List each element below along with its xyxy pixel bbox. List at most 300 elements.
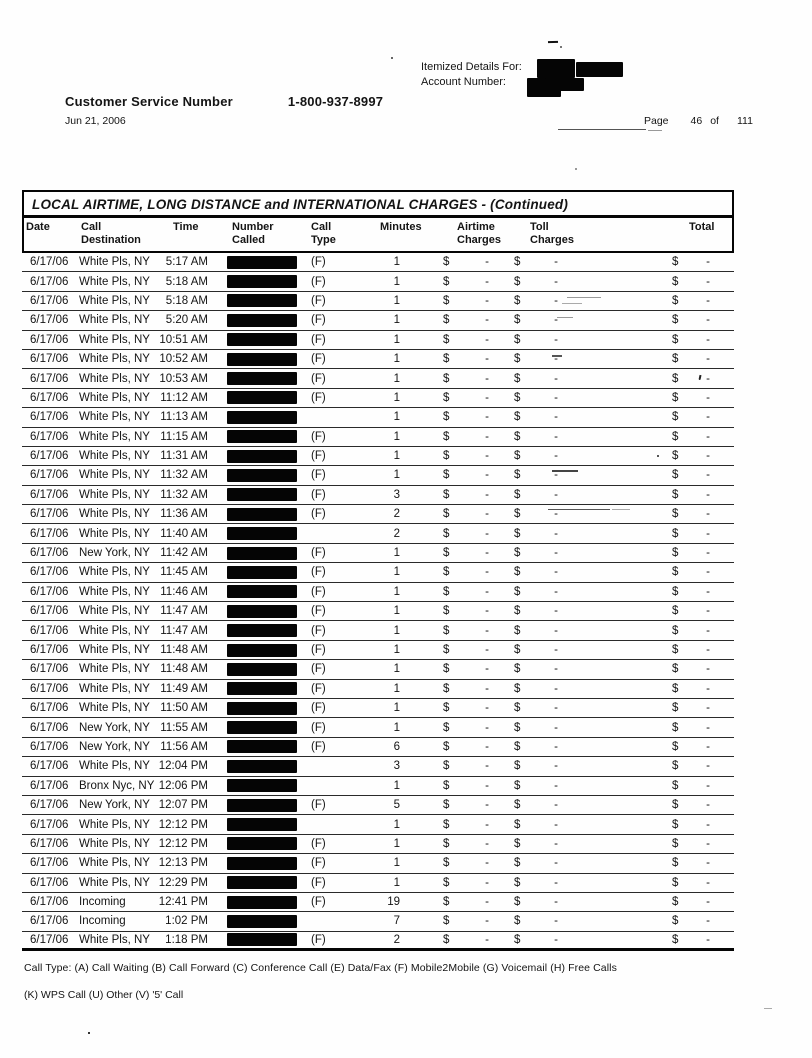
empty-amount-dash: - bbox=[485, 779, 489, 792]
table-title: LOCAL AIRTIME, LONG DISTANCE and INTERNATIONAL CHARGES - (Continued) bbox=[24, 192, 732, 218]
call-record-row bbox=[22, 718, 734, 737]
call-record-row bbox=[22, 621, 734, 640]
cell-call-type: (F) bbox=[311, 333, 326, 346]
cell-call-type: (F) bbox=[311, 508, 326, 521]
currency-symbol: $ bbox=[443, 933, 450, 946]
cell-date: 6/17/06 bbox=[30, 508, 69, 521]
cell-toll-charges bbox=[497, 760, 570, 772]
cell-number-called bbox=[210, 469, 305, 482]
cell-number-called bbox=[210, 721, 305, 734]
cell-airtime-charges bbox=[400, 528, 497, 540]
cell-time: 11:36 AM bbox=[160, 508, 208, 521]
call-record-row bbox=[22, 641, 734, 660]
currency-symbol: $ bbox=[443, 896, 450, 909]
empty-amount-dash: - bbox=[485, 275, 489, 288]
cell-time: 10:51 AM bbox=[159, 333, 208, 346]
cell-number-called bbox=[210, 430, 305, 443]
col-header-call-destination: Call Destination bbox=[81, 221, 141, 246]
cell-call-destination: White Pls, NY bbox=[79, 663, 150, 676]
cell-number-called bbox=[210, 644, 305, 657]
redacted-customer-name-2 bbox=[576, 62, 623, 77]
empty-amount-dash: - bbox=[554, 469, 558, 482]
redacted-number-called bbox=[227, 430, 297, 443]
cell-time: 12:12 PM bbox=[158, 818, 208, 831]
cell-time: 11:31 AM bbox=[160, 450, 208, 463]
scan-artifact bbox=[558, 129, 646, 130]
redacted-number-called bbox=[227, 294, 297, 307]
cell-toll-charges bbox=[497, 586, 570, 598]
call-record-row bbox=[22, 602, 734, 621]
cell-airtime-charges bbox=[400, 877, 497, 889]
cell-number-called bbox=[210, 275, 305, 288]
redacted-number-called bbox=[227, 547, 297, 560]
currency-symbol: $ bbox=[672, 682, 679, 695]
empty-amount-dash: - bbox=[485, 837, 489, 850]
currency-symbol: $ bbox=[514, 430, 521, 443]
cell-time: 11:50 AM bbox=[160, 702, 208, 715]
cell-call-type: (F) bbox=[311, 644, 326, 656]
cell-date: 6/17/06 bbox=[30, 294, 69, 307]
call-record-row bbox=[22, 835, 734, 854]
cell-toll-charges bbox=[497, 857, 570, 869]
cell-minutes: 1 bbox=[393, 779, 400, 792]
empty-amount-dash: - bbox=[485, 857, 489, 870]
cell-date: 6/17/06 bbox=[30, 624, 69, 637]
cell-call-destination: White Pls, NY bbox=[79, 275, 150, 288]
col-header-toll-charges: Toll Charges bbox=[530, 221, 575, 246]
empty-amount-dash: - bbox=[554, 605, 558, 618]
cell-minutes: 3 bbox=[393, 760, 400, 773]
empty-amount-dash: - bbox=[706, 469, 710, 482]
empty-amount-dash: - bbox=[554, 256, 558, 269]
call-record-row bbox=[22, 932, 734, 951]
currency-symbol: $ bbox=[514, 508, 521, 521]
empty-amount-dash: - bbox=[485, 702, 489, 715]
redacted-number-called bbox=[227, 779, 297, 792]
cell-total bbox=[570, 934, 734, 946]
currency-symbol: $ bbox=[672, 760, 679, 773]
currency-symbol: $ bbox=[443, 450, 450, 463]
cell-call-destination: Incoming bbox=[79, 896, 126, 909]
call-record-row bbox=[22, 253, 734, 272]
cell-number-called bbox=[210, 933, 305, 946]
cell-number-called bbox=[210, 799, 305, 812]
cell-toll-charges bbox=[497, 934, 570, 946]
cell-total bbox=[570, 683, 734, 695]
cell-total bbox=[570, 877, 734, 889]
call-record-row bbox=[22, 292, 734, 311]
cell-call-destination: White Pls, NY bbox=[79, 644, 150, 656]
empty-amount-dash: - bbox=[485, 663, 489, 676]
cell-date: 6/17/06 bbox=[30, 818, 69, 831]
cell-call-type: (F) bbox=[311, 605, 326, 618]
currency-symbol: $ bbox=[514, 663, 521, 676]
cell-total bbox=[570, 625, 734, 637]
cell-number-called bbox=[210, 663, 305, 676]
cell-call-destination: Bronx Nyc, NY bbox=[79, 779, 155, 792]
redacted-number-called bbox=[227, 721, 297, 734]
cell-airtime-charges bbox=[400, 411, 497, 423]
empty-amount-dash: - bbox=[485, 644, 489, 656]
redacted-number-called bbox=[227, 857, 297, 870]
empty-amount-dash: - bbox=[485, 430, 489, 443]
cell-minutes: 1 bbox=[393, 663, 400, 676]
currency-symbol: $ bbox=[672, 450, 679, 463]
empty-amount-dash: - bbox=[706, 933, 710, 946]
cell-time: 5:18 AM bbox=[165, 275, 208, 288]
currency-symbol: $ bbox=[514, 682, 521, 695]
call-record-row bbox=[22, 874, 734, 893]
cell-call-destination: New York, NY bbox=[79, 547, 150, 560]
cell-number-called bbox=[210, 605, 305, 618]
call-record-row bbox=[22, 796, 734, 815]
cell-call-type: (F) bbox=[311, 256, 326, 269]
cell-minutes: 1 bbox=[393, 391, 400, 404]
currency-symbol: $ bbox=[672, 488, 679, 501]
cell-number-called bbox=[210, 702, 305, 715]
cell-minutes: 1 bbox=[393, 624, 400, 637]
cell-airtime-charges bbox=[400, 469, 497, 481]
call-type-legend-line1: Call Type: (A) Call Waiting (B) Call Forward (C) Conference Call (E) Data/Fax (F) Mobile2Mobile (G) Voicemail (H) Free Calls bbox=[24, 962, 617, 974]
empty-amount-dash: - bbox=[485, 585, 489, 598]
cell-call-destination: White Pls, NY bbox=[79, 294, 150, 307]
currency-symbol: $ bbox=[443, 876, 450, 889]
currency-symbol: $ bbox=[443, 624, 450, 637]
scan-artifact bbox=[88, 1032, 90, 1034]
cell-airtime-charges bbox=[400, 741, 497, 753]
cell-date: 6/17/06 bbox=[30, 663, 69, 676]
cell-minutes: 6 bbox=[393, 740, 400, 753]
itemized-details-label: Itemized Details For: bbox=[421, 61, 522, 73]
cell-total bbox=[570, 295, 734, 307]
cell-call-type: (F) bbox=[311, 566, 326, 579]
empty-amount-dash: - bbox=[554, 644, 558, 656]
cell-time: 11:55 AM bbox=[160, 721, 208, 734]
empty-amount-dash: - bbox=[706, 818, 710, 831]
empty-amount-dash: - bbox=[554, 566, 558, 579]
cell-call-type: (F) bbox=[311, 314, 326, 327]
cell-number-called bbox=[210, 488, 305, 501]
empty-amount-dash: - bbox=[706, 624, 710, 637]
cell-date: 6/17/06 bbox=[30, 391, 69, 404]
cell-call-type: (F) bbox=[311, 353, 326, 366]
empty-amount-dash: - bbox=[554, 547, 558, 560]
currency-symbol: $ bbox=[514, 547, 521, 560]
cell-airtime-charges bbox=[400, 702, 497, 714]
redacted-number-called bbox=[227, 837, 297, 850]
currency-symbol: $ bbox=[443, 256, 450, 269]
cell-toll-charges bbox=[497, 799, 570, 811]
empty-amount-dash: - bbox=[485, 372, 489, 385]
currency-symbol: $ bbox=[672, 857, 679, 870]
currency-symbol: $ bbox=[672, 430, 679, 443]
currency-symbol: $ bbox=[672, 779, 679, 792]
empty-amount-dash: - bbox=[706, 372, 710, 385]
currency-symbol: $ bbox=[672, 333, 679, 346]
currency-symbol: $ bbox=[443, 566, 450, 579]
empty-amount-dash: - bbox=[706, 450, 710, 463]
empty-amount-dash: - bbox=[554, 624, 558, 637]
call-record-row bbox=[22, 854, 734, 873]
cell-number-called bbox=[210, 391, 305, 404]
call-record-row bbox=[22, 680, 734, 699]
currency-symbol: $ bbox=[672, 721, 679, 734]
redacted-number-called bbox=[227, 450, 297, 463]
cell-total bbox=[570, 780, 734, 792]
cell-call-type: (F) bbox=[311, 450, 326, 463]
empty-amount-dash: - bbox=[706, 760, 710, 773]
page-of-label: of bbox=[710, 115, 719, 127]
cell-call-destination: White Pls, NY bbox=[79, 682, 150, 695]
currency-symbol: $ bbox=[514, 275, 521, 288]
cell-toll-charges bbox=[497, 276, 570, 288]
empty-amount-dash: - bbox=[554, 702, 558, 715]
cell-minutes: 19 bbox=[387, 896, 400, 909]
empty-amount-dash: - bbox=[706, 605, 710, 618]
redacted-number-called bbox=[227, 740, 297, 753]
cell-date: 6/17/06 bbox=[30, 333, 69, 346]
empty-amount-dash: - bbox=[706, 333, 710, 346]
cell-date: 6/17/06 bbox=[30, 450, 69, 463]
cell-time: 11:32 AM bbox=[160, 488, 208, 501]
cell-airtime-charges bbox=[400, 722, 497, 734]
cell-call-type: (F) bbox=[311, 430, 326, 443]
cell-airtime-charges bbox=[400, 586, 497, 598]
cell-toll-charges bbox=[497, 663, 570, 675]
cell-total bbox=[570, 547, 734, 559]
empty-amount-dash: - bbox=[554, 585, 558, 598]
empty-amount-dash: - bbox=[485, 721, 489, 734]
redacted-number-called bbox=[227, 314, 297, 327]
empty-amount-dash: - bbox=[485, 256, 489, 269]
itemized-details-block bbox=[421, 60, 522, 90]
cell-total bbox=[570, 566, 734, 578]
currency-symbol: $ bbox=[514, 469, 521, 482]
cell-toll-charges bbox=[497, 741, 570, 753]
call-record-row bbox=[22, 389, 734, 408]
cell-airtime-charges bbox=[400, 295, 497, 307]
redacted-number-called bbox=[227, 353, 297, 366]
redacted-number-called bbox=[227, 411, 297, 424]
cell-total bbox=[570, 663, 734, 675]
currency-symbol: $ bbox=[514, 702, 521, 715]
redacted-number-called bbox=[227, 702, 297, 715]
call-record-row bbox=[22, 350, 734, 369]
cell-date: 6/17/06 bbox=[30, 721, 69, 734]
cell-total bbox=[570, 392, 734, 404]
scan-artifact bbox=[560, 46, 562, 48]
cell-time: 11:13 AM bbox=[160, 411, 208, 424]
currency-symbol: $ bbox=[672, 508, 679, 521]
empty-amount-dash: - bbox=[706, 391, 710, 404]
cell-time: 11:49 AM bbox=[160, 682, 208, 695]
currency-symbol: $ bbox=[672, 605, 679, 618]
currency-symbol: $ bbox=[443, 547, 450, 560]
cell-total bbox=[570, 857, 734, 869]
cell-date: 6/17/06 bbox=[30, 799, 69, 812]
call-record-row bbox=[22, 331, 734, 350]
cell-time: 11:47 AM bbox=[160, 605, 208, 618]
cell-call-destination: White Pls, NY bbox=[79, 508, 150, 521]
cell-toll-charges bbox=[497, 819, 570, 831]
empty-amount-dash: - bbox=[554, 760, 558, 773]
cell-call-type: (F) bbox=[311, 585, 326, 598]
cell-airtime-charges bbox=[400, 566, 497, 578]
cell-total bbox=[570, 489, 734, 501]
cell-number-called bbox=[210, 896, 305, 909]
currency-symbol: $ bbox=[672, 915, 679, 928]
cell-time: 11:45 AM bbox=[160, 566, 208, 579]
cell-call-destination: White Pls, NY bbox=[79, 333, 150, 346]
cell-minutes: 1 bbox=[393, 372, 400, 385]
cell-airtime-charges bbox=[400, 663, 497, 675]
cell-date: 6/17/06 bbox=[30, 256, 69, 269]
cell-call-type: (F) bbox=[311, 876, 326, 889]
redacted-number-called bbox=[227, 469, 297, 482]
currency-symbol: $ bbox=[514, 799, 521, 812]
cell-time: 11:46 AM bbox=[160, 585, 208, 598]
cell-total bbox=[570, 256, 734, 268]
empty-amount-dash: - bbox=[485, 547, 489, 560]
call-record-row bbox=[22, 408, 734, 427]
cell-number-called bbox=[210, 682, 305, 695]
scan-artifact bbox=[648, 130, 662, 131]
empty-amount-dash: - bbox=[706, 915, 710, 928]
empty-amount-dash: - bbox=[554, 391, 558, 404]
table-body bbox=[22, 253, 734, 951]
cell-call-destination: White Pls, NY bbox=[79, 314, 150, 327]
currency-symbol: $ bbox=[672, 353, 679, 366]
redacted-number-called bbox=[227, 896, 297, 909]
cell-time: 12:06 PM bbox=[158, 779, 208, 792]
call-record-row bbox=[22, 544, 734, 563]
empty-amount-dash: - bbox=[554, 721, 558, 734]
currency-symbol: $ bbox=[443, 605, 450, 618]
cell-time: 12:41 PM bbox=[158, 896, 208, 909]
cell-date: 6/17/06 bbox=[30, 876, 69, 889]
cell-airtime-charges bbox=[400, 508, 497, 520]
currency-symbol: $ bbox=[672, 896, 679, 909]
call-record-row bbox=[22, 699, 734, 718]
cell-minutes: 1 bbox=[393, 818, 400, 831]
call-type-legend-line2: (K) WPS Call (U) Other (V) '5' Call bbox=[24, 989, 184, 1001]
cell-total bbox=[570, 353, 734, 365]
cell-call-destination: White Pls, NY bbox=[79, 837, 150, 850]
cell-total bbox=[570, 915, 734, 927]
cell-call-destination: White Pls, NY bbox=[79, 391, 150, 404]
cell-airtime-charges bbox=[400, 353, 497, 365]
currency-symbol: $ bbox=[672, 876, 679, 889]
empty-amount-dash: - bbox=[485, 508, 489, 521]
cell-total bbox=[570, 644, 734, 656]
cell-time: 11:32 AM bbox=[160, 469, 208, 482]
cell-call-type: (F) bbox=[311, 721, 326, 734]
cell-total bbox=[570, 450, 734, 462]
empty-amount-dash: - bbox=[485, 450, 489, 463]
redacted-account-number-2 bbox=[545, 78, 584, 91]
empty-amount-dash: - bbox=[706, 508, 710, 521]
cell-time: 11:56 AM bbox=[160, 740, 208, 753]
empty-amount-dash: - bbox=[485, 740, 489, 753]
cell-call-type: (F) bbox=[311, 799, 326, 812]
cell-airtime-charges bbox=[400, 934, 497, 946]
cell-call-type: (F) bbox=[311, 682, 326, 695]
cell-number-called bbox=[210, 857, 305, 870]
cell-date: 6/17/06 bbox=[30, 933, 69, 946]
currency-symbol: $ bbox=[514, 314, 521, 327]
cell-date: 6/17/06 bbox=[30, 314, 69, 327]
cell-toll-charges bbox=[497, 644, 570, 656]
cell-toll-charges bbox=[497, 780, 570, 792]
cell-toll-charges bbox=[497, 702, 570, 714]
cell-call-type: (F) bbox=[311, 837, 326, 850]
empty-amount-dash: - bbox=[706, 294, 710, 307]
currency-symbol: $ bbox=[514, 333, 521, 346]
currency-symbol: $ bbox=[514, 896, 521, 909]
currency-symbol: $ bbox=[443, 411, 450, 424]
cell-call-type: (F) bbox=[311, 896, 326, 909]
currency-symbol: $ bbox=[514, 740, 521, 753]
empty-amount-dash: - bbox=[706, 353, 710, 366]
cell-minutes: 1 bbox=[393, 721, 400, 734]
cell-number-called bbox=[210, 256, 305, 269]
redacted-number-called bbox=[227, 933, 297, 946]
cell-airtime-charges bbox=[400, 276, 497, 288]
empty-amount-dash: - bbox=[706, 256, 710, 269]
cell-toll-charges bbox=[497, 508, 570, 520]
currency-symbol: $ bbox=[672, 411, 679, 424]
cell-call-destination: White Pls, NY bbox=[79, 430, 150, 443]
cell-call-destination: White Pls, NY bbox=[79, 488, 150, 501]
redacted-number-called bbox=[227, 527, 297, 540]
customer-service-number: 1-800-937-8997 bbox=[287, 94, 384, 109]
empty-amount-dash: - bbox=[706, 275, 710, 288]
cell-total bbox=[570, 508, 734, 520]
cell-date: 6/17/06 bbox=[30, 566, 69, 579]
empty-amount-dash: - bbox=[706, 488, 710, 501]
empty-amount-dash: - bbox=[554, 933, 558, 946]
currency-symbol: $ bbox=[672, 275, 679, 288]
currency-symbol: $ bbox=[672, 799, 679, 812]
cell-minutes: 1 bbox=[393, 837, 400, 850]
currency-symbol: $ bbox=[672, 314, 679, 327]
call-record-row bbox=[22, 660, 734, 679]
currency-symbol: $ bbox=[672, 585, 679, 598]
cell-date: 6/17/06 bbox=[30, 353, 69, 366]
cell-time: 11:40 AM bbox=[160, 527, 208, 540]
redacted-number-called bbox=[227, 663, 297, 676]
call-record-row bbox=[22, 524, 734, 543]
call-record-row bbox=[22, 563, 734, 582]
cell-call-destination: White Pls, NY bbox=[79, 566, 150, 579]
cell-minutes: 1 bbox=[393, 314, 400, 327]
cell-call-destination: White Pls, NY bbox=[79, 760, 150, 773]
cell-airtime-charges bbox=[400, 799, 497, 811]
cell-number-called bbox=[210, 566, 305, 579]
empty-amount-dash: - bbox=[485, 411, 489, 424]
empty-amount-dash: - bbox=[706, 663, 710, 676]
cell-date: 6/17/06 bbox=[30, 682, 69, 695]
call-record-row bbox=[22, 428, 734, 447]
cell-date: 6/17/06 bbox=[30, 430, 69, 443]
redacted-number-called bbox=[227, 799, 297, 812]
currency-symbol: $ bbox=[514, 372, 521, 385]
cell-time: 12:07 PM bbox=[158, 799, 208, 812]
cell-number-called bbox=[210, 740, 305, 753]
cell-airtime-charges bbox=[400, 431, 497, 443]
currency-symbol: $ bbox=[514, 391, 521, 404]
cell-minutes: 1 bbox=[393, 702, 400, 715]
